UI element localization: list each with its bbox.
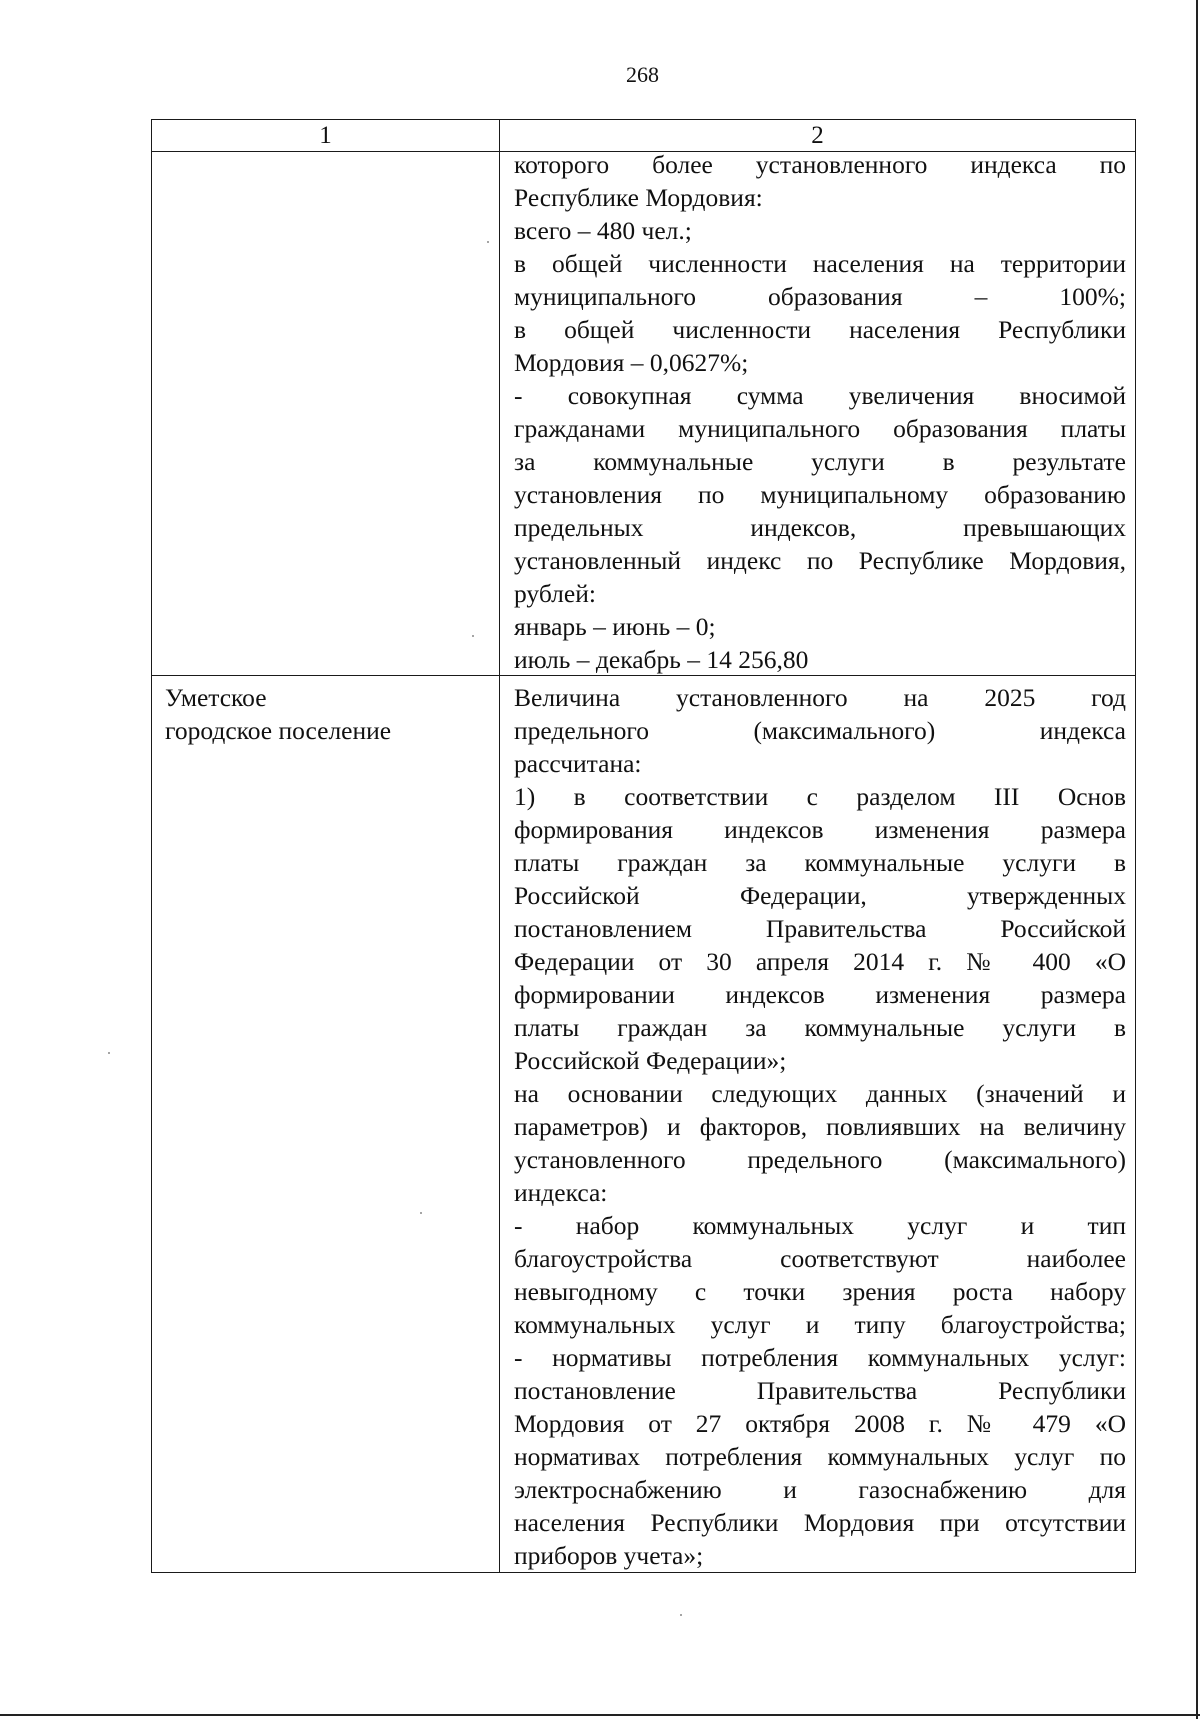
text-line: формирования индексов изменения размера [514, 815, 1126, 844]
text-line: Величина установленного на 2025 год [514, 683, 1126, 712]
text-line: установленного предельного (максимального) [514, 1145, 1126, 1174]
text-line: индекса: [514, 1178, 608, 1207]
text-line: рассчитана: [514, 749, 642, 778]
row1-description-cell [514, 148, 1126, 676]
text-line: всего – 480 чел.; [514, 216, 692, 245]
text-line: благоустройства соответствуют наиболее [514, 1244, 1126, 1273]
text-line: постановление Правительства Республики [514, 1376, 1126, 1405]
row2-municipality-cell [165, 681, 485, 747]
text-line: июль – декабрь – 14 256,80 [514, 645, 809, 674]
scan-speck [108, 1052, 110, 1054]
text-line: 1) в соответствии с разделом III Основ [514, 782, 1126, 811]
page-number: 268 [626, 62, 659, 87]
text-line: Мордовия от 27 октября 2008 г. № 479 «О [514, 1409, 1126, 1438]
text-line: Российской Федерации»; [514, 1046, 787, 1075]
text-line: коммунальных услуг и типу благоустройства; [514, 1310, 1126, 1339]
text-line: установленный индекс по Республике Мордовия, [514, 546, 1126, 575]
text-line: за коммунальные услуги в результате [514, 447, 1126, 476]
column-header-2: 2 [811, 122, 824, 149]
text-line: - набор коммунальных услуг и тип [514, 1211, 1126, 1240]
text-line: установления по муниципальному образованию [514, 480, 1126, 509]
text-line: постановлением Правительства Российской [514, 914, 1126, 943]
text-line: формировании индексов изменения размера [514, 980, 1126, 1009]
text-line: нормативах потребления коммунальных услуг по [514, 1442, 1126, 1471]
text-line: платы граждан за коммунальные услуги в [514, 848, 1126, 877]
text-line: гражданами муниципального образования платы [514, 414, 1126, 443]
text-line: невыгодному с точки зрения роста набору [514, 1277, 1126, 1306]
text-line: Республике Мордовия: [514, 183, 763, 212]
text-line: предельных индексов, превышающих [514, 513, 1126, 542]
scan-edge-right [1196, 0, 1198, 1719]
text-line: электроснабжению и газоснабжению для [514, 1475, 1126, 1504]
column-divider [499, 120, 500, 1572]
document-table [151, 119, 1136, 1573]
text-line: Мордовия – 0,0627%; [514, 348, 749, 377]
text-line: муниципального образования – 100%; [514, 282, 1126, 311]
text-line: - нормативы потребления коммунальных услуг: [514, 1343, 1126, 1372]
text-line: Российской Федерации, утвержденных [514, 881, 1126, 910]
text-line: платы граждан за коммунальные услуги в [514, 1013, 1126, 1042]
text-line: январь – июнь – 0; [514, 612, 716, 641]
text-line: параметров) и факторов, повлиявших на величину [514, 1112, 1126, 1141]
text-line: в общей численности населения на территории [514, 249, 1126, 278]
scan-speck [420, 1212, 422, 1214]
row2-description-cell [514, 681, 1126, 1572]
text-line: Уметское [165, 683, 267, 712]
scan-speck [472, 635, 474, 637]
text-line: которого более установленного индекса по [514, 150, 1126, 179]
text-line: в общей численности населения Республики [514, 315, 1126, 344]
text-line: - совокупная сумма увеличения вносимой [514, 381, 1126, 410]
scan-edge-bottom [0, 1714, 1200, 1716]
column-header-1: 1 [319, 122, 332, 149]
text-line: Федерации от 30 апреля 2014 г. № 400 «О [514, 947, 1126, 976]
scan-speck [680, 1614, 682, 1616]
text-line: рублей: [514, 579, 596, 608]
text-line: предельного (максимального) индекса [514, 716, 1126, 745]
scan-speck [487, 241, 489, 243]
text-line: населения Республики Мордовия при отсутствии [514, 1508, 1126, 1537]
text-line: на основании следующих данных (значений и [514, 1079, 1126, 1108]
text-line: городское поселение [165, 716, 392, 745]
text-line: приборов учета»; [514, 1541, 704, 1570]
